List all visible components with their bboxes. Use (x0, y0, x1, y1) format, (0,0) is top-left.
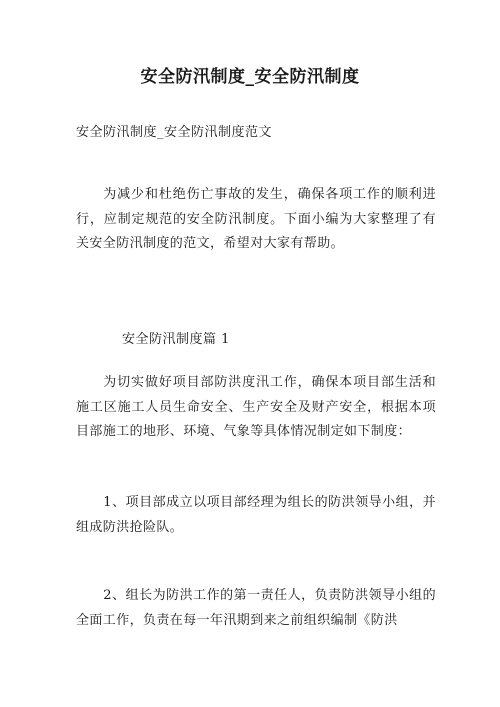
list-item-2: 2、组长为防洪工作的第一责任人，负责防洪领导小组的全面工作，负责在每一年汛期到来之前组织编制《防洪 (76, 588, 436, 628)
section-intro-paragraph: 为切实做好项目部防洪度汛工作，确保本项目部生活和施工区施工人员生命安全、生产安全及财产安全，根据本项目部施工的地形、环境、气象等具体情况制定如下制度： (76, 375, 436, 439)
page-title: 安全防汛制度_安全防汛制度 (140, 67, 360, 87)
intro-paragraph: 为减少和杜绝伤亡事故的发生，确保各项工作的顺利进行，应制定规范的安全防汛制度。下面小编为大家整理了有关安全防汛制度的范文，希望对大家有帮助。 (76, 187, 436, 251)
section-heading: 安全防汛制度篇 1 (122, 332, 230, 347)
document-subtitle: 安全防汛制度_安全防汛制度范文 (76, 125, 273, 140)
list-item-1: 1、项目部成立以项目部经理为组长的防洪领导小组，并组成防洪抢险队。 (76, 495, 436, 535)
